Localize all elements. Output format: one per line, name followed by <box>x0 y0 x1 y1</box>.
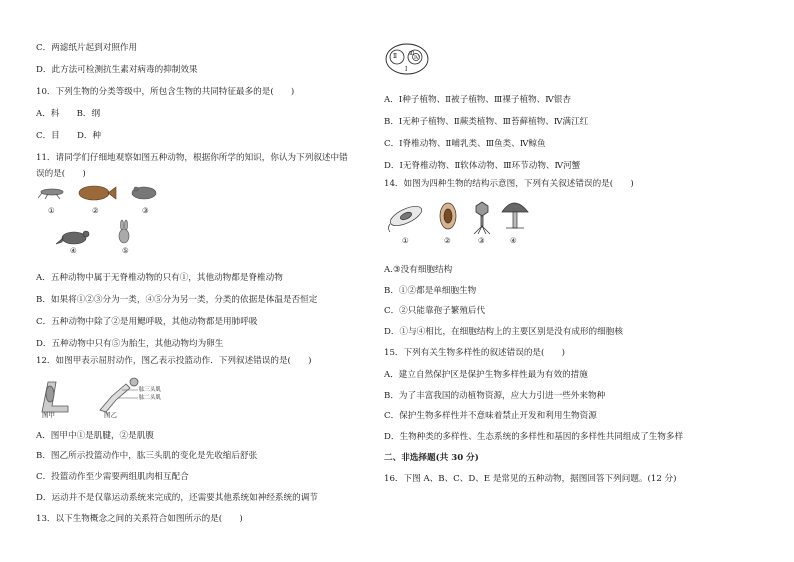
q12-option-a: A．图甲中①是肌腱，②是肌腹 <box>36 431 154 441</box>
q13-venn-diagram <box>384 42 430 76</box>
bacterium-image <box>388 202 425 232</box>
q13-option-c: C．Ⅰ脊椎动物、Ⅱ哺乳类、Ⅲ鱼类、Ⅳ鲸鱼 <box>384 139 546 149</box>
q15-stem: 15．下列有关生物多样性的叙述错误的是( ) <box>384 348 565 358</box>
q14-label-4: ④ <box>510 236 517 245</box>
rabbit-image <box>119 220 129 243</box>
frog-image <box>132 187 156 199</box>
q14-organisms-figure <box>386 196 536 246</box>
q11-stem-line1: 11．请同学们仔细地观察如图五种动物，根据你所学的知识，你认为下列叙述中错 <box>36 153 348 163</box>
q14-option-d: D．①与④相比，在细胞结构上的主要区别是没有成形的细胞核 <box>384 327 623 337</box>
q14-option-a: A.③没有细胞结构 <box>384 265 453 275</box>
q14-label-2: ② <box>444 236 451 245</box>
grasshopper-image <box>38 189 63 199</box>
q13-option-d: D．Ⅰ无脊椎动物、Ⅱ软体动物、Ⅲ环节动物、Ⅳ河蟹 <box>384 161 581 171</box>
q11-option-d: D．五种动物中只有⑤为胎生，其他动物均为卵生 <box>36 339 224 349</box>
q11-animals-figure <box>38 184 168 256</box>
left-column <box>36 0 396 562</box>
q16-stem: 16．下图 A、B、C、D、E 是常见的五种动物，据图回答下列问题。(12 分) <box>384 474 677 484</box>
shooting-arm-image <box>100 378 138 412</box>
venn-label-i: Ⅰ <box>405 66 408 73</box>
q14-stem: 14．如图为四种生物的结构示意图，下列有关叙述错误的是( ) <box>384 179 634 189</box>
q12-label-biceps: 肱二头肌 <box>139 395 162 401</box>
q11-label-3: ③ <box>142 206 149 215</box>
q12-label-triceps: 肱三头肌 <box>139 387 162 393</box>
q14-label-1: ① <box>402 236 409 245</box>
q11-stem-line2: 误的是( ) <box>36 169 86 179</box>
venn-label-iv: Ⅳ <box>414 55 419 61</box>
q11-option-a: A．五种动物中属于无脊椎动物的只有①，其他动物都是脊椎动物 <box>36 273 283 283</box>
q12-option-b: B．图乙所示投篮动作中，肱三头肌的变化是先收缩后舒张 <box>36 451 258 461</box>
virus-image <box>474 202 490 234</box>
q11-label-2: ② <box>92 206 99 215</box>
flexed-arm-image <box>42 382 68 412</box>
pigeon-image <box>56 231 89 244</box>
right-column <box>384 0 744 562</box>
q15-option-c: C．保护生物多样性并不意味着禁止开发和利用生物资源 <box>384 411 597 421</box>
q14-label-3: ③ <box>478 236 485 245</box>
q12-label-yi: 图乙 <box>104 411 117 419</box>
venn-label-ii: Ⅱ <box>393 53 398 60</box>
q14-option-c: C．②只能靠孢子繁殖后代 <box>384 306 486 316</box>
q12-stem: 12．如图甲表示屈肘动作，图乙表示投篮动作．下列叙述错误的是( ) <box>36 356 312 366</box>
q13-stem: 13．以下生物概念之间的关系符合如图所示的是( ) <box>36 514 243 524</box>
q10-options-cd: C．目 D．种 <box>36 131 102 141</box>
q15-option-d: D．生物种类的多样性、生态系统的多样性和基因的多样性共同组成了生物多样 <box>384 432 684 442</box>
q12-arm-figure <box>38 376 168 420</box>
q12-option-c: C．投篮动作至少需要两组肌肉相互配合 <box>36 472 189 482</box>
q9-option-d: D．此方法可检测抗生素对病毒的抑制效果 <box>36 65 198 75</box>
q11-label-5: ⑤ <box>122 246 129 255</box>
yeast-cell-image <box>440 203 456 229</box>
q11-option-c: C．五种动物中除了②是用鳃呼吸，其他动物都是用肺呼吸 <box>36 317 258 327</box>
q13-option-b: B．Ⅰ无种子植物、Ⅱ蕨类植物、Ⅲ苔藓植物、Ⅳ满江红 <box>384 117 589 127</box>
fish-image <box>79 186 116 200</box>
q10-stem: 10．下列生物的分类等级中，所包含生物的共同特征最多的是( ) <box>36 87 295 97</box>
q15-option-b: B．为了丰富我国的动植物资源，应大力引进一些外来物种 <box>384 391 606 401</box>
q10-options-ab: A．科 B．纲 <box>36 109 101 119</box>
section-2-heading: 二、非选择题(共 30 分) <box>384 453 479 463</box>
q9-option-c: C．两滤纸片起到对照作用 <box>36 43 138 53</box>
q13-option-a: A．Ⅰ种子植物、Ⅱ被子植物、Ⅲ裸子植物、Ⅳ银杏 <box>384 95 572 105</box>
q11-option-b: B．如果将①②③分为一类，④⑤分为另一类，分类的依据是体温是否恒定 <box>36 295 318 305</box>
q11-label-1: ① <box>48 206 55 215</box>
q11-label-4: ④ <box>70 246 77 255</box>
q12-label-jia: 图甲 <box>42 411 55 419</box>
q14-option-b: B．①②都是单细胞生物 <box>384 286 477 296</box>
mushroom-image <box>502 203 528 228</box>
q15-option-a: A．建立自然保护区是保护生物多样性最为有效的措施 <box>384 370 588 380</box>
q12-option-d: D．运动并不是仅靠运动系统来完成的，还需要其他系统如神经系统的调节 <box>36 493 318 503</box>
venn-label-iii: Ⅲ <box>409 51 415 57</box>
